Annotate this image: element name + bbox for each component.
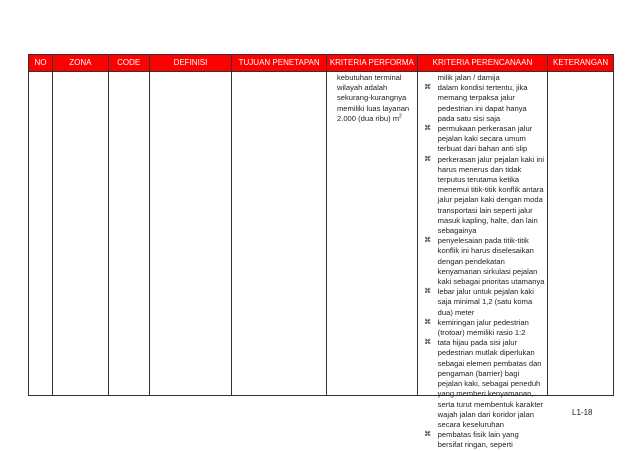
list-item-text: terbuat dari bahan anti slip xyxy=(437,144,528,154)
list-item-continuation xyxy=(423,104,548,114)
list-item-text: serta turut membentuk karakter xyxy=(437,399,544,409)
list-item-text: memang terpaksa jalur xyxy=(437,93,515,103)
list-item-continuation xyxy=(423,114,548,124)
bullet-icon: ⌘ xyxy=(424,84,432,92)
list-item-text: transportasi lain seperti jalur xyxy=(437,205,533,215)
list-item-continuation xyxy=(423,206,548,216)
list-item-continuation xyxy=(423,195,548,205)
list-item-continuation xyxy=(423,389,548,399)
header-kriteria-perencanaan: KRITERIA PERENCANAAN xyxy=(418,55,549,71)
bullet-icon: ⌘ xyxy=(424,318,432,326)
list-item-text: sebagai elemen pembatas dan xyxy=(437,358,542,368)
list-item-text: pejalan kaki, sebagai peneduh xyxy=(437,379,541,389)
cell-zona xyxy=(53,72,109,395)
list-item-continuation xyxy=(423,400,548,410)
list-item-text: penyelesaian pada titik-titik xyxy=(437,236,529,246)
list-item-continuation xyxy=(423,185,548,195)
list-item-text: dalam kondisi tertentu, jika xyxy=(437,83,528,93)
list-item-text: tata hijau pada sisi jalur xyxy=(437,338,518,348)
cell-kriteria-perencanaan xyxy=(418,72,549,450)
list-item-continuation xyxy=(423,226,548,236)
cell-kriteria-performa xyxy=(327,72,418,395)
performa-line: memiliki luas layanan xyxy=(336,103,410,113)
header-kriteria-performa: KRITERIA PERFORMA xyxy=(327,55,418,71)
list-item-text: saja minimal 1,2 (satu koma xyxy=(437,297,533,307)
list-item-continuation xyxy=(423,297,548,307)
list-item-text: lebar jalur untuk pejalan kaki xyxy=(437,287,534,297)
kriteria-performa-text xyxy=(337,73,417,124)
list-item-text: kemiringan jalur pedestrian xyxy=(437,317,529,327)
cell-definisi xyxy=(150,72,233,395)
list-item-continuation xyxy=(423,216,548,226)
bulleted-list-item xyxy=(423,430,548,440)
list-item-continuation xyxy=(423,379,548,389)
list-item-text: pedestrian ini dapat hanya xyxy=(437,103,527,113)
bullet-icon: ⌘ xyxy=(424,125,432,133)
table-header-row xyxy=(29,55,613,71)
bullet-icon: ⌘ xyxy=(424,155,432,163)
list-item-text: milik jalan / damija xyxy=(437,73,500,82)
header-keterangan: KETERANGAN xyxy=(553,58,609,67)
square-meter-superscript: 2 xyxy=(399,113,402,120)
list-item-text: wajah jalan dari koridor jalan xyxy=(437,409,534,419)
list-item-text: menemui titik-titik konflik antara xyxy=(437,185,544,195)
list-item-text: yang memberi kenyamanan, xyxy=(437,389,534,399)
list-item-continuation xyxy=(423,134,548,144)
header-code: CODE xyxy=(109,55,150,71)
list-item-text: dengan pendekatan xyxy=(437,256,505,266)
bulleted-list-item xyxy=(423,318,548,328)
page-number: L1-18 xyxy=(572,408,593,417)
list-item-continuation xyxy=(423,277,548,287)
list-item-text: pedestrian mutlak diperlukan xyxy=(437,348,535,358)
performa-line: wilayah adalah xyxy=(336,83,388,93)
list-item-continuation xyxy=(423,267,548,277)
list-item-text: dua) meter xyxy=(437,307,475,317)
cell-tujuan-penetapan xyxy=(232,72,327,395)
list-item-text: (trotoar) memiliki rasio 1:2 xyxy=(437,328,526,338)
list-item-continuation xyxy=(423,410,548,420)
performa-line: kebutuhan terminal xyxy=(336,73,402,82)
performa-line-area xyxy=(337,114,417,124)
list-item-continuation xyxy=(423,257,548,267)
list-item-text: terputus terutama ketika xyxy=(437,175,520,185)
list-item-continuation xyxy=(423,73,548,83)
bulleted-list-item xyxy=(423,83,548,93)
list-item-continuation xyxy=(423,175,548,185)
bulleted-list-item xyxy=(423,338,548,348)
list-item-continuation xyxy=(423,165,548,175)
header-no: NO xyxy=(29,55,53,71)
list-item-text: kaki sebagai prioritas utamanya xyxy=(437,277,545,287)
list-item-continuation xyxy=(423,144,548,154)
list-item-text: secara keseluruhan xyxy=(437,419,504,429)
list-item-continuation xyxy=(423,93,548,103)
list-item-text: kenyamanan sirkulasi pejalan xyxy=(437,266,538,276)
list-item-continuation xyxy=(423,308,548,318)
cell-no xyxy=(29,72,53,395)
bullet-icon: ⌘ xyxy=(424,237,432,245)
list-item-text: pengaman (barrier) bagi xyxy=(437,368,520,378)
list-item-text: harus menerus dan tidak xyxy=(437,164,522,174)
header-tujuan-penetapan: TUJUAN PENETAPAN xyxy=(232,55,327,71)
list-item-continuation xyxy=(423,246,548,256)
bulleted-list-item xyxy=(423,287,548,297)
bullet-icon: ⌘ xyxy=(424,431,432,439)
list-item-text: perkerasan jalur pejalan kaki ini xyxy=(437,154,545,164)
list-item-continuation xyxy=(423,359,548,369)
list-item-text: pembatas fisik lain yang xyxy=(437,430,519,440)
list-item-text: sebagainya xyxy=(437,226,477,236)
list-item-continuation xyxy=(423,420,548,430)
list-item-text: pada satu sisi saja xyxy=(437,113,501,123)
list-item-text: pejalan kaki secara umum xyxy=(437,134,526,144)
header-zona: ZONA xyxy=(53,55,109,71)
cell-keterangan xyxy=(548,72,613,395)
header-definisi: DEFINISI xyxy=(150,55,233,71)
list-item-continuation xyxy=(423,328,548,338)
kriteria-perencanaan-list xyxy=(423,73,548,451)
performa-line: sekurang-kurangnya xyxy=(336,93,407,103)
cell-code xyxy=(109,72,150,395)
performa-area-text: 2.000 (dua ribu) m xyxy=(336,113,400,123)
bullet-icon: ⌘ xyxy=(424,339,432,347)
bulleted-list-item xyxy=(423,155,548,165)
list-item-continuation xyxy=(423,440,548,450)
list-item-text: masuk kapling, halte, dan lain xyxy=(437,215,538,225)
list-item-continuation xyxy=(423,348,548,358)
list-item-text: konflik ini harus diselesaikan xyxy=(437,246,534,256)
bulleted-list-item xyxy=(423,124,548,134)
bulleted-list-item xyxy=(423,236,548,246)
bullet-icon: ⌘ xyxy=(424,288,432,296)
list-item-continuation xyxy=(423,369,548,379)
list-item-text: permukaan perkerasan jalur xyxy=(437,124,533,134)
list-item-text: bersifat ringan, seperti xyxy=(437,440,513,450)
list-item-text: jalur pejalan kaki dengan moda xyxy=(437,195,543,205)
